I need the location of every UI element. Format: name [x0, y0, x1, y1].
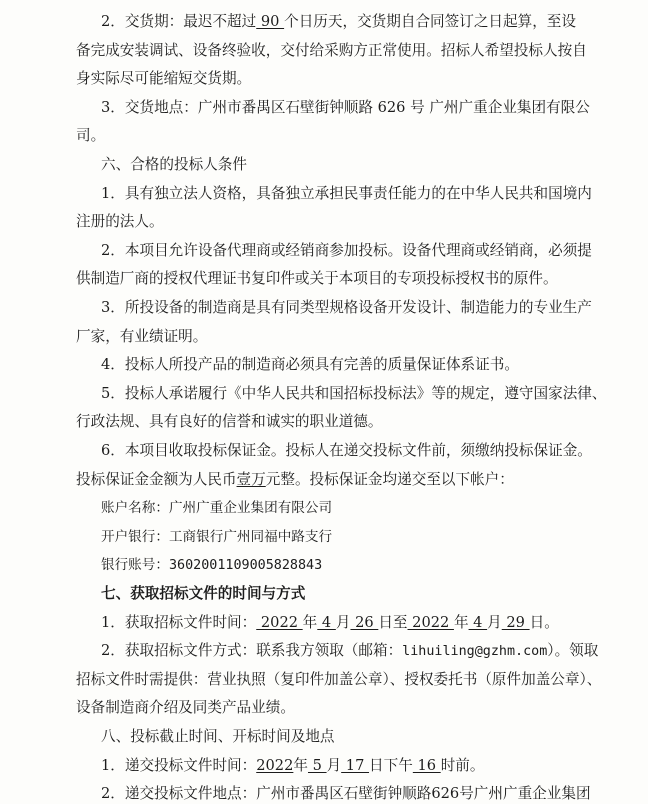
text-line: 设备制造商介绍及同类产品业绩。 — [76, 699, 295, 717]
text: 年 — [293, 756, 308, 774]
text-line: 4．投标人所投产品的制造商必须具有完善的质量保证体系证书。 — [101, 356, 519, 374]
text: 月 — [335, 613, 351, 631]
text: 月 — [326, 756, 342, 774]
text: 1．获取招标文件时间： — [101, 613, 257, 631]
section-heading-6: 六、合格的投标人条件 — [101, 156, 247, 173]
text-line: 5．投标人承诺履行《中华人民共和国招标投标法》等的规定，遵守国家法律、 — [101, 384, 607, 402]
text-line: 3．所投设备的制造商是具有同类型规格设备开发设计、制造能力的专业生产 — [101, 299, 592, 316]
text-line: 备完成安装调试、设备终验收，交付给采购方正常使用。招标人希望投标人按自 — [76, 41, 587, 59]
email: lihuiling@gzhm.com — [402, 644, 548, 660]
text: ）。领取 — [547, 642, 599, 660]
submit-time-line — [101, 756, 484, 776]
text: 1．递交投标文件时间： — [101, 756, 257, 774]
text-line: 1．具有独立法人资格，具备独立承担民事责任能力的在中华人民共和国境内 — [101, 184, 592, 202]
text-line: 招标文件时需提供：营业执照（复印件加盖公章）、授权委托书（原件加盖公章）、 — [76, 670, 602, 688]
text-line: 供制造厂商的授权代理证书复印件或关于本项目的专项投标授权书的原件。 — [76, 270, 558, 288]
text: 日下午 — [369, 756, 413, 774]
delivery-period-line — [101, 12, 576, 32]
underlined-value: 2022 — [256, 756, 294, 774]
text-line: 注册的法人。 — [76, 213, 164, 231]
underlined-value: 29 — [501, 613, 530, 631]
text: 个日历天，交货期自合同签订之日起算，至设 — [284, 13, 576, 30]
text-line: 司。 — [76, 127, 106, 145]
account-number: 3602001109005828843 — [168, 558, 323, 574]
text: 月 — [487, 613, 502, 631]
underlined-value: 2022 — [407, 613, 454, 631]
underlined-days: 90 — [256, 13, 285, 30]
text: 2．获取招标文件方式：联系我方领取（邮箱： — [101, 642, 403, 660]
obtain-method-line — [101, 641, 598, 662]
text: 时前。 — [440, 756, 485, 774]
text-line: 厂家，有业绩证明。 — [76, 327, 208, 345]
account-name-line: 账户名称：广州广重企业集团有限公司 — [101, 500, 333, 517]
text-line: 身实际尽可能缩短交货期。 — [76, 70, 252, 88]
underlined-value: 26 — [350, 613, 379, 631]
text-line: 6．本项目收取投标保证金。投标人在递交投标文件前，须缴纳投标保证金。 — [101, 442, 592, 459]
bank-line: 开户银行：工商银行广州同福中路支行 — [101, 528, 333, 545]
underlined-value: 4 — [317, 613, 336, 631]
text: 投标保证金金额为人民币 — [76, 470, 237, 488]
underlined-value: 4 — [468, 613, 488, 631]
section-heading-7: 七、获取招标文件的时间与方式 — [101, 585, 306, 602]
submit-location-line: 2．递交投标文件地点：广州市番禺区石壁街钟顺路626号广州广重企业集团 — [101, 785, 591, 803]
underlined-value: 2022 — [256, 613, 303, 631]
text: 2．交货期：最迟不超过 — [101, 13, 257, 30]
underlined-value: 17 — [341, 756, 370, 774]
text: 日至 — [378, 613, 408, 631]
text: 银行账号： — [101, 557, 169, 574]
section-heading-8: 八、投标截止时间、开标时间及地点 — [101, 728, 335, 745]
delivery-location-line: 3．交货地点：广州市番禺区石壁街钟顺路 626 号 广州广重企业集团有限公 — [101, 98, 590, 116]
text: 年 — [453, 613, 469, 631]
obtain-time-line — [101, 613, 559, 633]
text: 元整。投标保证金均递交至以下帐户： — [265, 470, 514, 488]
deposit-amount-line — [76, 470, 514, 490]
account-number-line — [101, 555, 322, 576]
underlined-amount: 壹万 — [236, 470, 266, 488]
text: 年 — [302, 613, 318, 631]
text: 日。 — [529, 613, 559, 631]
text-line: 2．本项目允许设备代理商或经销商参加投标。设备代理商或经销商，必须提 — [101, 241, 592, 259]
underlined-value: 5 — [307, 756, 327, 774]
text-line: 行政法规、具有良好的信誉和诚实的职业道德。 — [76, 413, 383, 431]
underlined-value: 16 — [412, 756, 441, 774]
